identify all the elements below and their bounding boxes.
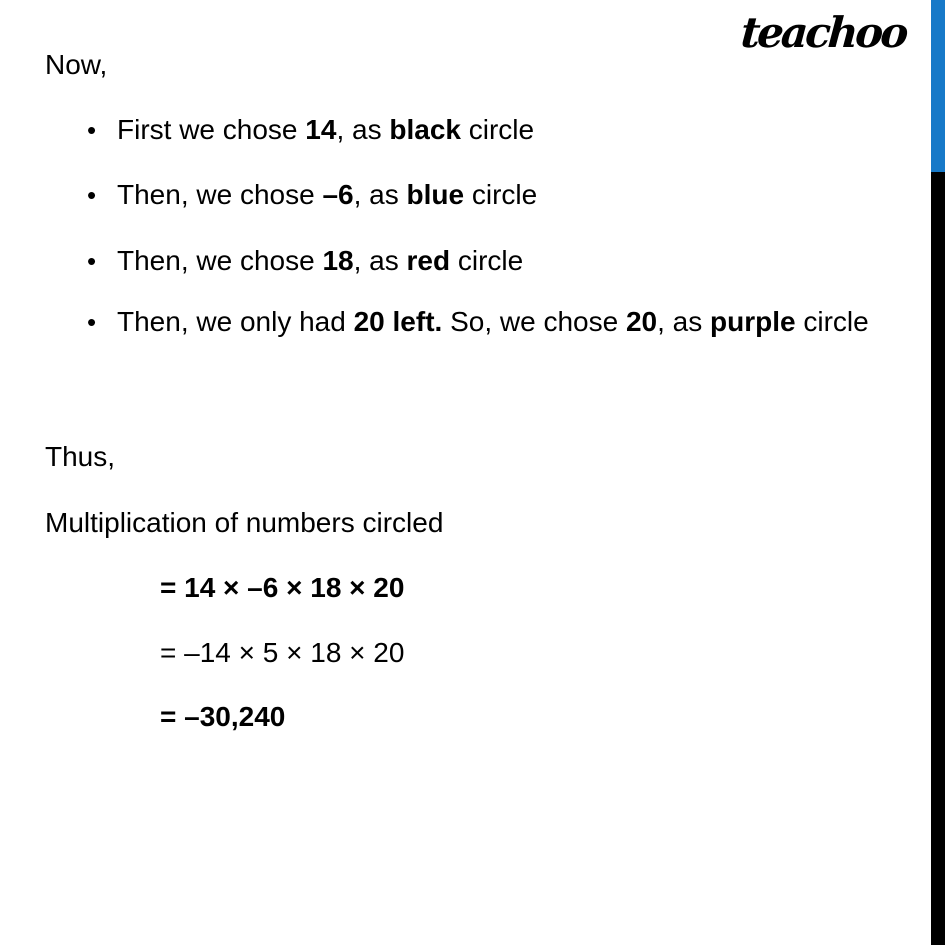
- bullet-item-4: [87, 305, 869, 339]
- bullet-item-3: [87, 244, 523, 278]
- bullet-item-1: [87, 113, 534, 147]
- bullet-text: First we chose 14, as black circle: [117, 114, 535, 145]
- equation-line-2: = –14 × 5 × 18 × 20: [160, 637, 405, 668]
- intro-text: Now,: [45, 49, 108, 80]
- equation-line-3: = –30,240: [160, 701, 286, 732]
- accent-bar-blue: [931, 0, 945, 172]
- accent-bar-black: [931, 172, 945, 945]
- bullet-text: Then, we only had 20 left. So, we chose 20, as purple circle: [117, 306, 869, 337]
- multiplication-label: Multiplication of numbers circled: [45, 507, 444, 538]
- equation-line-1: = 14 × –6 × 18 × 20: [160, 572, 405, 603]
- bullet-item-2: [87, 178, 537, 212]
- bullet-text: Then, we chose 18, as red circle: [117, 245, 524, 276]
- bullet-marker: •: [87, 307, 97, 337]
- bullet-marker: •: [87, 180, 97, 210]
- bullet-marker: •: [87, 115, 97, 145]
- bullet-marker: •: [87, 246, 97, 276]
- teachoo-logo: teachoo: [738, 8, 907, 57]
- bullet-text: Then, we chose –6, as blue circle: [117, 179, 538, 210]
- thus-text: Thus,: [45, 441, 116, 472]
